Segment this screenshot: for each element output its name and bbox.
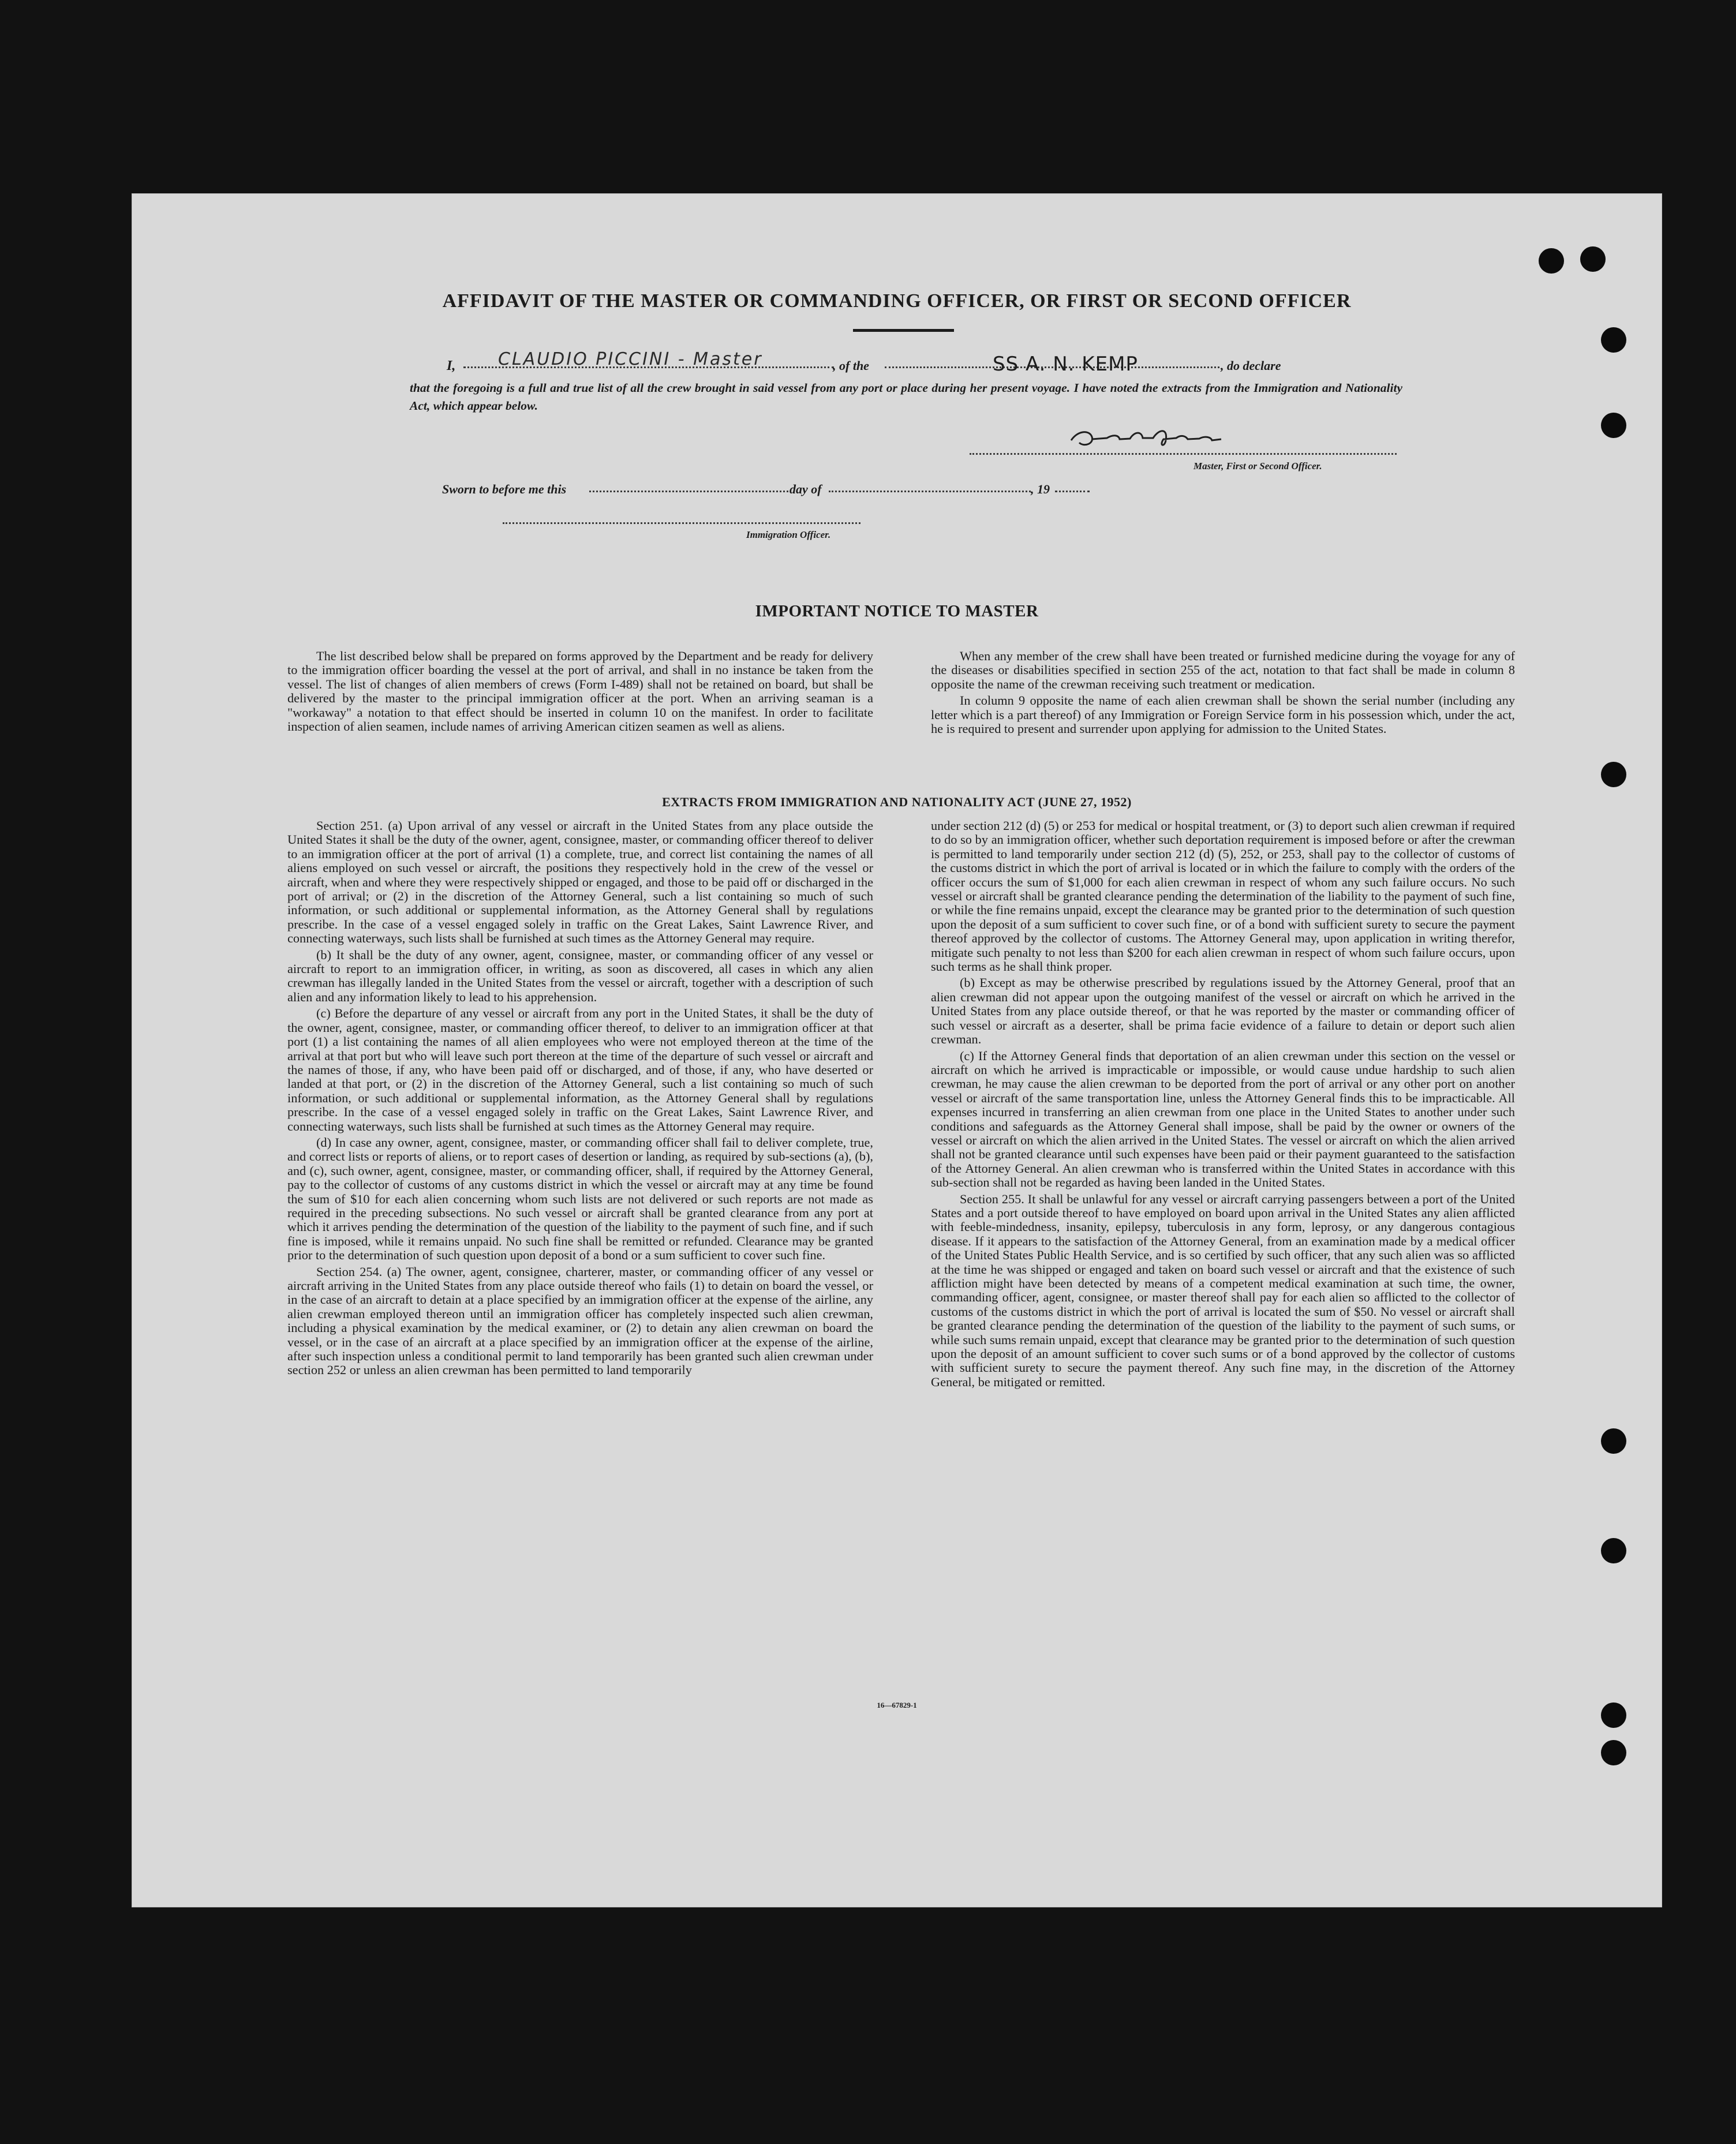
extracts-left-column	[287, 819, 873, 1380]
section-254-a-continued: under section 212 (d) (5) or 253 for medical or hospital treatment, or (3) to deport such alien crewman if required to do so by an immigration officer, whether such deportation requirement is imposed before or after the crewman is permitted to land temporarily under section 212 (d) (5), 252, or 253, shall pay to the collector of customs of the customs district in which the port of arrival is located or in which the failure to comply with the orders of the officer occurs the sum of $1,000 for each alien crewman in respect of whom any such failure occurs. No such vessel or aircraft shall be granted clearance pending the determination of the liability to the payment of such fine, or while the fine remains unpaid, except the clearance may be granted prior to the determination of such question upon the deposit of a sum sufficient to cover such fine, or of a bond with sufficient surety to secure the payment thereof approved by the collector of customs. The Attorney General may, upon application in writing therefor, mitigate such penalty to not less than $200 for each alien crewman in respect of whom such failure occurs, upon such terms as he shall think proper.	[931, 818, 1515, 974]
notice-left	[287, 649, 873, 736]
day-of-label: day of	[790, 482, 822, 496]
extracts-right-column	[931, 819, 1515, 1391]
signature-line	[970, 453, 1397, 455]
officer-line	[503, 522, 860, 524]
notice-right	[931, 649, 1515, 738]
do-declare-label: , do declare	[1221, 358, 1281, 373]
signature-label: Master, First or Second Officer.	[1194, 461, 1322, 472]
sworn-month-line	[829, 491, 1031, 492]
declarant-name-handwritten: CLAUDIO PICCINI - Master	[498, 349, 763, 369]
title-rule	[853, 329, 954, 332]
notice-title: IMPORTANT NOTICE TO MASTER	[755, 602, 1039, 620]
form-number: 16—67829-1	[877, 1701, 917, 1709]
of-the-label: , of the	[833, 358, 869, 373]
notice-right-paragraph-2: In column 9 opposite the name of each alien crewman shall be shown the serial number (including any letter which is a part thereof) of any Immigration or Foreign Service form in his possession which, under the act, he is required to present and surrender upon applying for admission to the United States.	[931, 693, 1515, 736]
sworn-day-line	[589, 491, 788, 492]
punch-hole	[1601, 1538, 1626, 1563]
punch-hole	[1539, 248, 1564, 274]
section-251-d: (d) In case any owner, agent, consignee, master, or commanding officer shall fail to deliver complete, true, and correct lists or reports of aliens, or to report cases of desertion or landing, as required by sub-sections (a), (b), and (c), such owner, agent, consignee, master, or commanding officer, shall, if required by the Attorney General, pay to the collector of customs of any customs district in which the vessel or aircraft may at any time be found the sum of $10 for each alien concerning whom such lists are not delivered or such reports are not made as required in the preceding subsections. No such vessel or aircraft shall be granted clearance from any port at which it arrives pending the determination of the question of the liability to the payment of such fine, and if such fine is imposed, while it remains unpaid. No such fine shall be remitted or refunded. Clearance may be granted prior to the determination of such question upon deposit of a bond or a sum sufficient to cover such fine.	[287, 1135, 873, 1263]
punch-hole	[1601, 1428, 1626, 1454]
officer-label: Immigration Officer.	[746, 529, 831, 540]
affidavit-title: AFFIDAVIT OF THE MASTER OR COMMANDING OFFICER, OR FIRST OR SECOND OFFICER	[442, 290, 1352, 312]
section-251-a: Section 251. (a) Upon arrival of any vessel or aircraft in the United States from any place outside the United States it shall be the duty of the owner, agent, consignee, master, or commanding officer thereof to deliver to an immigration officer at the port of arrival (1) a complete, true, and correct list containing the names of all aliens employed on such vessel or aircraft, the positions they respectively hold in the crew of the vessel or aircraft, when and where they were respectively shipped or engaged, and those to be paid off or discharged in the port of arrival; or (2) in the discretion of the Attorney General, such a list containing so much of such information, or such additional or supplemental information, as the Attorney General shall by regulations prescribe. In the case of a vessel engaged solely in traffic on the Great Lakes, Saint Lawrence River, and connecting waterways, such lists shall be furnished at such times as the Attorney General may require.	[287, 818, 873, 946]
year-label: , 19	[1031, 482, 1050, 496]
section-251-c: (c) Before the departure of any vessel or aircraft from any port in the United States, it shall be the duty of the owner, agent, consignee, master, or commanding officer thereof, to deliver to an immigration officer at that port (1) a list containing the names of all alien employees who were not employed thereon at the time of the arrival at that port but who will leave such port thereon at the time of the departure of such vessel or aircraft and the names of those, if any, who have been paid off or discharged, and of those, if any, who have deserted or landed at that port, or (2) in the discretion of the Attorney General, such a list containing so much of such information, or such additional or supplemental information, as the Attorney General shall by regulations prescribe. In the case of a vessel engaged solely in traffic on the Great Lakes, Saint Lawrence River, and connecting waterways, such lists shall be furnished at such times as the Attorney General may require.	[287, 1006, 873, 1133]
section-254-a: Section 254. (a) The owner, agent, consignee, charterer, master, or commanding officer of any vessel or aircraft arriving in the United States from any place outside thereof who fails (1) to detain on board the vessel, or in the case of an aircraft to detain at a place specified by an immigration officer at the expense of the airline, any alien crewman employed thereon until an immigration officer has completely inspected such alien crewman, including a physical examination by the medical examiner, or (2) to detain any alien crewman on board the vessel, or in the case of an aircraft at a place specified by an immigration officer at the expense of the airline, after such inspection unless a conditional permit to land temporarily has been granted such alien crewman under section 252 or unless an alien crewman has been permitted to land temporarily	[287, 1264, 873, 1378]
extracts-title: EXTRACTS FROM IMMIGRATION AND NATIONALITY ACT (JUNE 27, 1952)	[662, 795, 1132, 809]
punch-hole	[1601, 1740, 1626, 1765]
punch-hole	[1601, 762, 1626, 787]
section-254-c: (c) If the Attorney General finds that deportation of an alien crewman under this section on the vessel or aircraft on which he arrived is impracticable or impossible, or would cause undue hardship to such alien crewman, he may cause the alien crewman to be deported from the port of arrival or any other port on another vessel or aircraft of the same transportation line, unless the Attorney General finds this to be impracticable. All expenses incurred in transferring an alien crewman from one place in the United States to another under such conditions and safeguards as the Attorney General shall impose, shall be paid by the owner or owners of the vessel or aircraft on which the alien arrived in the United States. The vessel or aircraft on which the alien arrived shall not be granted clearance until such expenses have been paid or their payment guaranteed to the satisfaction of the Attorney General. An alien crewman who is transferred within the United States in accordance with this sub-section shall not be regarded as having been landed in the United States.	[931, 1048, 1515, 1190]
punch-hole	[1580, 246, 1606, 272]
punch-hole	[1601, 327, 1626, 353]
document-page	[132, 193, 1662, 1907]
sworn-year-line	[1055, 491, 1090, 492]
notice-left-paragraph: The list described below shall be prepared on forms approved by the Department and be ready for delivery to the immigration officer boarding the vessel at the port of arrival, and shall in no instance be taken from the vessel. The list of changes of alien members of crews (Form I-489) shall not be retained on board, but shall be delivered by the master to the principal immigration officer at the port. When an arriving seaman is a "workaway" a notation to that effect should be inserted in column 10 on the manifest. In order to facilitate inspection of alien seamen, include names of arriving American citizen seamen as well as aliens.	[287, 649, 873, 734]
section-254-b: (b) Except as may be otherwise prescribed by regulations issued by the Attorney General, proof that an alien crewman did not appear upon the outgoing manifest of the vessel or aircraft on which he arrived in the United States from any place outside thereof, or that he was reported by the master or commanding officer of such vessel or aircraft as a deserter, shall be prima facie evidence of a failure to detain or deport such alien crewman.	[931, 975, 1515, 1047]
vessel-name: SS A. N. KEMP	[993, 353, 1138, 376]
section-251-b: (b) It shall be the duty of any owner, agent, consignee, master, or commanding officer of any vessel or aircraft to report to an immigration officer, in writing, as soon as discovered, all cases in which any alien crewman has illegally landed in the United States from the vessel or aircraft, together with a description of such alien and any information likely to lead to his apprehension.	[287, 947, 873, 1004]
master-signature	[1067, 424, 1240, 453]
sworn-label: Sworn to before me this	[442, 482, 567, 496]
i-label: I,	[447, 358, 456, 373]
notice-right-paragraph-1: When any member of the crew shall have been treated or furnished medicine during the voyage for any of the diseases or disabilities specified in section 255 of the act, notation to that fact shall be made in column 8 opposite the name of the crewman receiving such treatment or medication.	[931, 649, 1515, 691]
declaration-text: that the foregoing is a full and true list of all the crew brought in said vessel from any port or place during her present voyage. I have noted the extracts from the Immigration and Nationality Act, which appear below.	[410, 381, 1402, 413]
section-255: Section 255. It shall be unlawful for any vessel or aircraft carrying passengers between a port of the United States and a port outside thereof to have employed on board upon arrival in the United States any alien afflicted with feeble-mindedness, insanity, epilepsy, tuberculosis in any form, leprosy, or any dangerous contagious disease. If it appears to the satisfaction of the Attorney General, from an examination made by a medical officer of the United States Public Health Service, and is so certified by such officer, that any such alien was so afflicted at the time he was shipped or engaged and taken on board such vessel or aircraft and that the existence of such affliction might have been detected by means of a competent medical examination at such time, the owner, commanding officer, agent, consignee, or master thereof shall pay for each alien so afflicted to the collector of customs of the customs district in which the port of arrival is located the sum of $50. No vessel or aircraft shall be granted clearance pending the determination of the question of the liability to the payment of such sums, or while such sums remain unpaid, except that clearance may be granted prior to the determination of such question upon the deposit of an amount sufficient to cover such sums or of a bond approved by the collector of customs with sufficient surety to secure the payment thereof. Any such fine may, in the discretion of the Attorney General, be mitigated or remitted.	[931, 1191, 1515, 1389]
punch-hole	[1601, 413, 1626, 438]
